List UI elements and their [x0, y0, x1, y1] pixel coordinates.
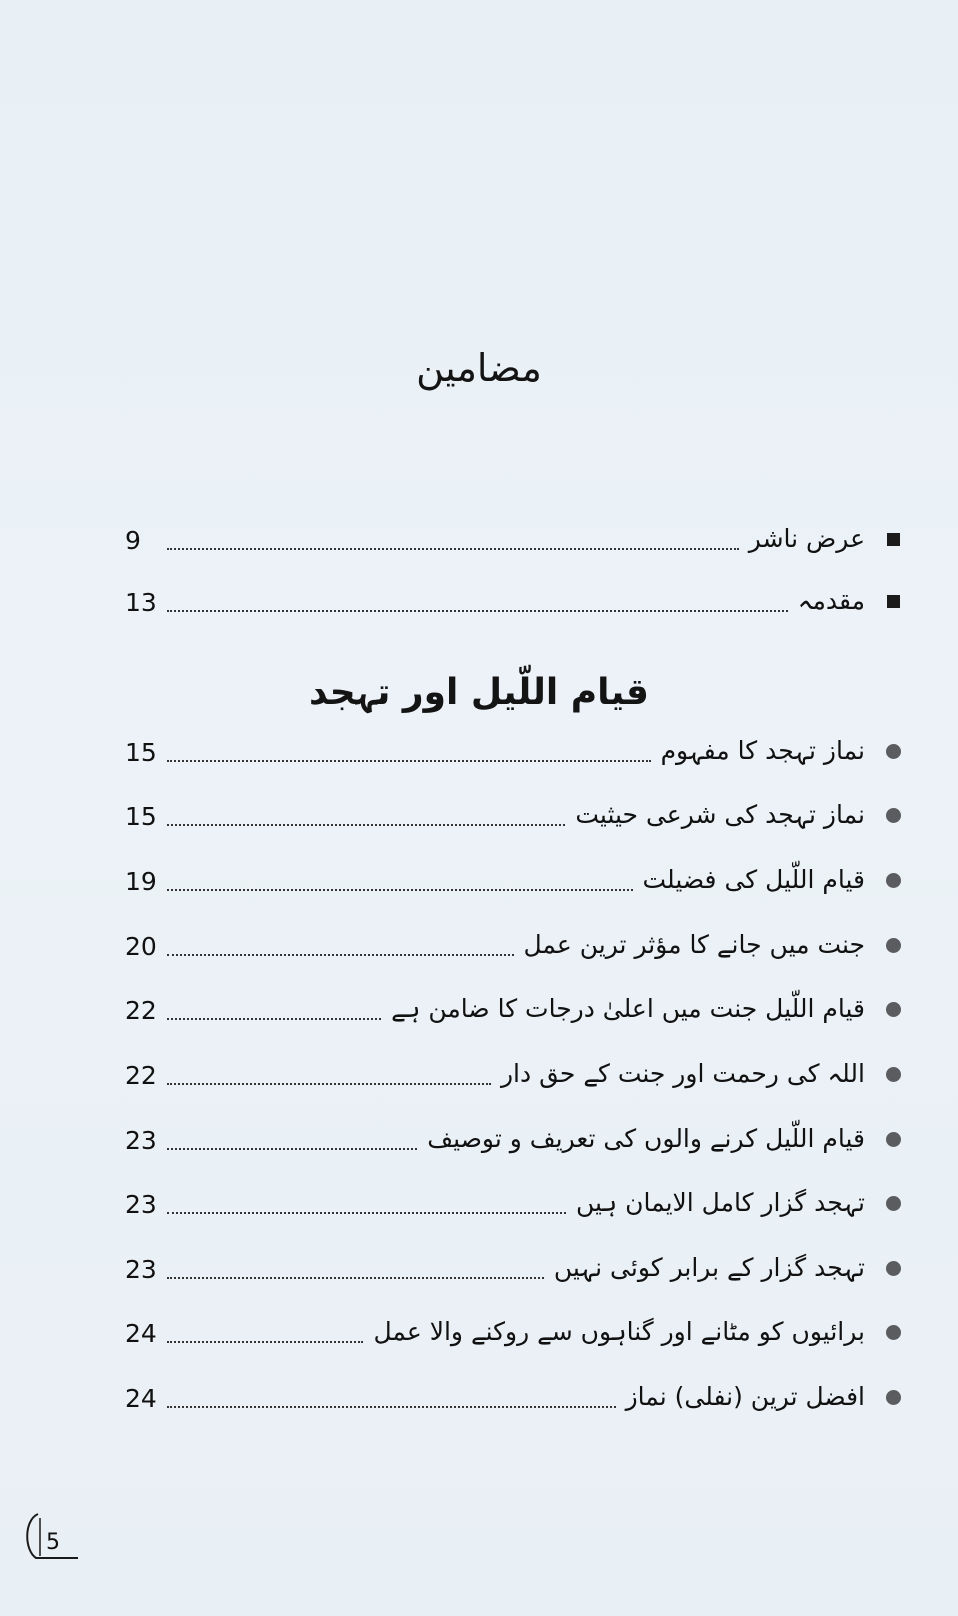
toc-page-number: 23 — [125, 1190, 157, 1219]
dotted-leader — [167, 1275, 544, 1279]
toc-entry-title: جنت میں جانے کا مؤثر ترین عمل — [523, 930, 865, 959]
dotted-leader — [167, 546, 739, 550]
toc-page-number: 23 — [125, 1255, 157, 1284]
dotted-leader — [167, 1404, 616, 1408]
toc-entry — [125, 916, 905, 962]
toc-entry — [125, 1303, 905, 1349]
toc-entry — [125, 1239, 905, 1285]
toc-page-number: 22 — [125, 996, 157, 1025]
dotted-leader — [167, 1081, 491, 1085]
dotted-leader — [167, 758, 651, 762]
round-bullet-icon — [881, 734, 905, 768]
round-bullet-icon — [881, 863, 905, 897]
toc-page-number: 13 — [125, 588, 157, 617]
toc-entry — [125, 1045, 905, 1091]
dotted-leader — [167, 822, 565, 826]
toc-entry-title: نماز تہجد کی شرعی حیثیت — [575, 800, 865, 829]
section-heading: قیام اللّیل اور تہجد — [309, 672, 649, 713]
toc-entry — [125, 1174, 905, 1220]
round-bullet-icon — [881, 992, 905, 1026]
round-bullet-icon — [881, 1315, 905, 1349]
toc-page-number: 22 — [125, 1061, 157, 1090]
toc-entry — [125, 1368, 905, 1414]
dotted-leader — [167, 1210, 566, 1214]
page-title: مضامین — [416, 346, 542, 390]
toc-page-number: 24 — [125, 1319, 157, 1348]
toc-entry — [125, 980, 905, 1026]
toc-entry — [125, 510, 905, 556]
toc-page-number: 9 — [125, 526, 141, 555]
dotted-leader — [167, 952, 514, 956]
toc-entry-title: نماز تہجد کا مفہوم — [660, 736, 865, 765]
dotted-leader — [167, 1339, 363, 1343]
toc-page-number: 15 — [125, 802, 157, 831]
toc-entry-title: قیام اللّیل جنت میں اعلیٰ درجات کا ضامن ہے — [391, 994, 865, 1023]
dotted-leader — [167, 1146, 417, 1150]
round-bullet-icon — [881, 1251, 905, 1285]
page-number: 5 — [46, 1530, 60, 1555]
toc-entry — [125, 851, 905, 897]
round-bullet-icon — [881, 1122, 905, 1156]
toc-entry-title: مقدمہ — [797, 586, 865, 615]
toc-page-number: 20 — [125, 932, 157, 961]
toc-entry-title: قیام اللّیل کرنے والوں کی تعریف و توصیف — [427, 1124, 865, 1153]
toc-page-number: 23 — [125, 1126, 157, 1155]
dotted-leader — [167, 608, 788, 612]
round-bullet-icon — [881, 1380, 905, 1414]
toc-entry-title: اللہ کی رحمت اور جنت کے حق دار — [500, 1059, 865, 1088]
toc-entry — [125, 722, 905, 768]
toc-page-number: 24 — [125, 1384, 157, 1413]
toc-entry — [125, 1110, 905, 1156]
round-bullet-icon — [881, 928, 905, 962]
toc-entry-title: برائیوں کو مٹانے اور گناہوں سے روکنے والا عمل — [373, 1317, 865, 1346]
dotted-leader — [167, 1016, 381, 1020]
toc-entry-title: عرض ناشر — [748, 524, 865, 553]
toc-entry-title: تہجد گزار کامل الایمان ہیں — [575, 1188, 865, 1217]
round-bullet-icon — [881, 1186, 905, 1220]
toc-page-number: 15 — [125, 738, 157, 767]
toc-entry-title: قیام اللّیل کی فضیلت — [642, 865, 865, 894]
toc-entry — [125, 572, 905, 618]
round-bullet-icon — [881, 1057, 905, 1091]
dotted-leader — [167, 887, 633, 891]
toc-entry-title: افضل ترین (نفلی) نماز — [625, 1382, 865, 1411]
toc-page-number: 19 — [125, 867, 157, 896]
toc-entry-title: تہجد گزار کے برابر کوئی نہیں — [553, 1253, 865, 1282]
square-bullet-icon — [881, 522, 905, 556]
square-bullet-icon — [881, 584, 905, 618]
toc-entry — [125, 786, 905, 832]
round-bullet-icon — [881, 798, 905, 832]
